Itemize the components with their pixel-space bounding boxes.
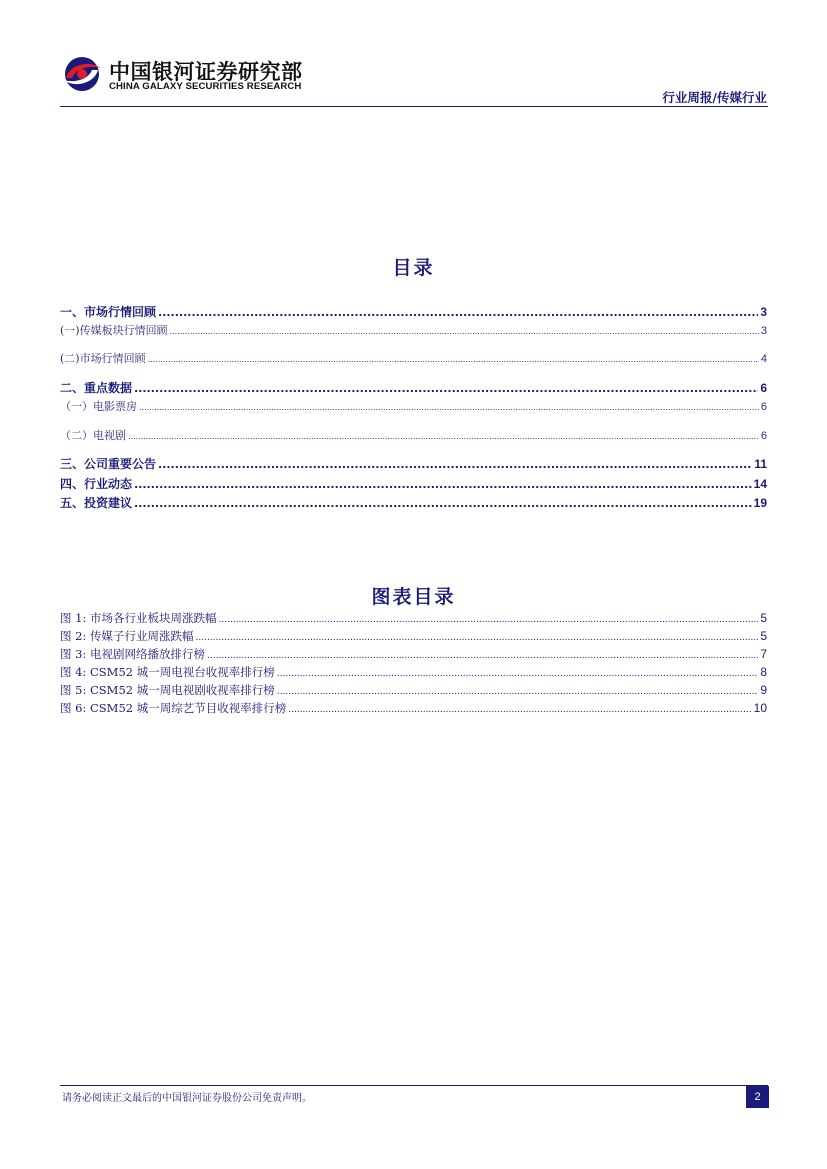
- figure-entry-page: 10: [753, 701, 767, 715]
- toc-entry[interactable]: [60, 398, 767, 413]
- figure-entry-page: 9: [760, 683, 767, 697]
- toc-entry-page: 6: [760, 401, 767, 413]
- toc-entry[interactable]: [60, 303, 767, 319]
- toc-entry-page: 19: [753, 496, 767, 510]
- dot-leader: [277, 687, 759, 697]
- figure-entry-page: 5: [760, 629, 767, 643]
- figure-entry-page: 7: [760, 647, 767, 661]
- figure-entry[interactable]: [60, 628, 767, 644]
- toc-title: 目录: [392, 257, 435, 279]
- toc-entry-label: (二)市场行情回顾: [60, 352, 146, 365]
- figure-entry-label: 图 4: CSM52 城一周电视台收视率排行榜: [60, 665, 275, 679]
- toc-entry-label: 一、市场行情回顾: [60, 305, 157, 319]
- dot-leader: [196, 633, 759, 643]
- figure-entry-page: 8: [760, 665, 767, 679]
- dot-leader: [219, 615, 759, 625]
- figure-entry[interactable]: [60, 610, 767, 626]
- toc-entry-label: （一）电影票房: [60, 400, 137, 413]
- toc-entry-page: 6: [760, 430, 767, 442]
- toc-entry-label: 二、重点数据: [60, 381, 133, 395]
- dot-leader: [158, 306, 758, 319]
- figure-entry[interactable]: [60, 646, 767, 662]
- figure-entry[interactable]: [60, 700, 767, 716]
- page-number-badge: 2: [746, 1086, 769, 1108]
- dot-leader: [277, 669, 759, 679]
- figure-entry-label: 图 2: 传媒子行业周涨跌幅: [60, 629, 194, 643]
- toc-entry[interactable]: [60, 350, 767, 365]
- toc-entry-page: 3: [760, 305, 767, 319]
- toc-entry-page: 4: [760, 353, 767, 365]
- toc-entry[interactable]: [60, 322, 767, 337]
- dot-leader: [128, 432, 759, 441]
- toc-entry[interactable]: [60, 379, 767, 395]
- dot-leader: [139, 403, 759, 412]
- brand-name-english: CHINA GALAXY SECURITIES RESEARCH: [109, 81, 302, 92]
- toc-entry-page: 11: [754, 457, 767, 471]
- header-divider: [60, 106, 768, 107]
- toc-entry-page: 3: [760, 325, 767, 337]
- figure-entry-label: 图 3: 电视剧网络播放排行榜: [60, 647, 206, 661]
- disclaimer-note: 请务必阅读正文最后的中国银河证券股份公司免责声明。: [62, 1093, 312, 1104]
- toc-entry[interactable]: [60, 494, 767, 510]
- dot-leader: [134, 382, 758, 395]
- toc-entry-label: 四、行业动态: [60, 477, 133, 491]
- toc-entry-label: (一)传媒板块行情回顾: [60, 324, 168, 337]
- figure-entry-label: 图 6: CSM52 城一周综艺节目收视率排行榜: [60, 701, 287, 715]
- dot-leader: [148, 355, 759, 364]
- dot-leader: [134, 478, 752, 491]
- footer-divider: [60, 1085, 768, 1086]
- dot-leader: [134, 497, 752, 510]
- toc-entry[interactable]: [60, 475, 767, 491]
- figure-entry[interactable]: [60, 664, 767, 680]
- toc-entry-label: 五、投资建议: [60, 496, 133, 510]
- figures-title: 图表目录: [371, 586, 456, 608]
- dot-leader: [288, 705, 751, 715]
- figure-entry[interactable]: [60, 682, 767, 698]
- dot-leader: [158, 458, 752, 471]
- figure-entry-label: 图 1: 市场各行业板块周涨跌幅: [60, 611, 217, 625]
- toc-entry-label: 三、公司重要公告: [60, 457, 157, 471]
- toc-entry-label: （二）电视剧: [60, 429, 126, 442]
- toc-entry-page: 6: [760, 381, 767, 395]
- figure-entry-label: 图 5: CSM52 城一周电视剧收视率排行榜: [60, 683, 275, 697]
- dot-leader: [170, 327, 759, 336]
- dot-leader: [207, 651, 758, 661]
- galaxy-logo-icon: [60, 56, 104, 92]
- toc-entry[interactable]: [60, 455, 767, 471]
- toc-entry-page: 14: [753, 477, 767, 491]
- report-type-label: 行业周报/传媒行业: [662, 90, 767, 105]
- figure-entry-page: 5: [760, 611, 767, 625]
- toc-entry[interactable]: [60, 427, 767, 442]
- brand-name-chinese: 中国银河证券研究部: [109, 60, 303, 84]
